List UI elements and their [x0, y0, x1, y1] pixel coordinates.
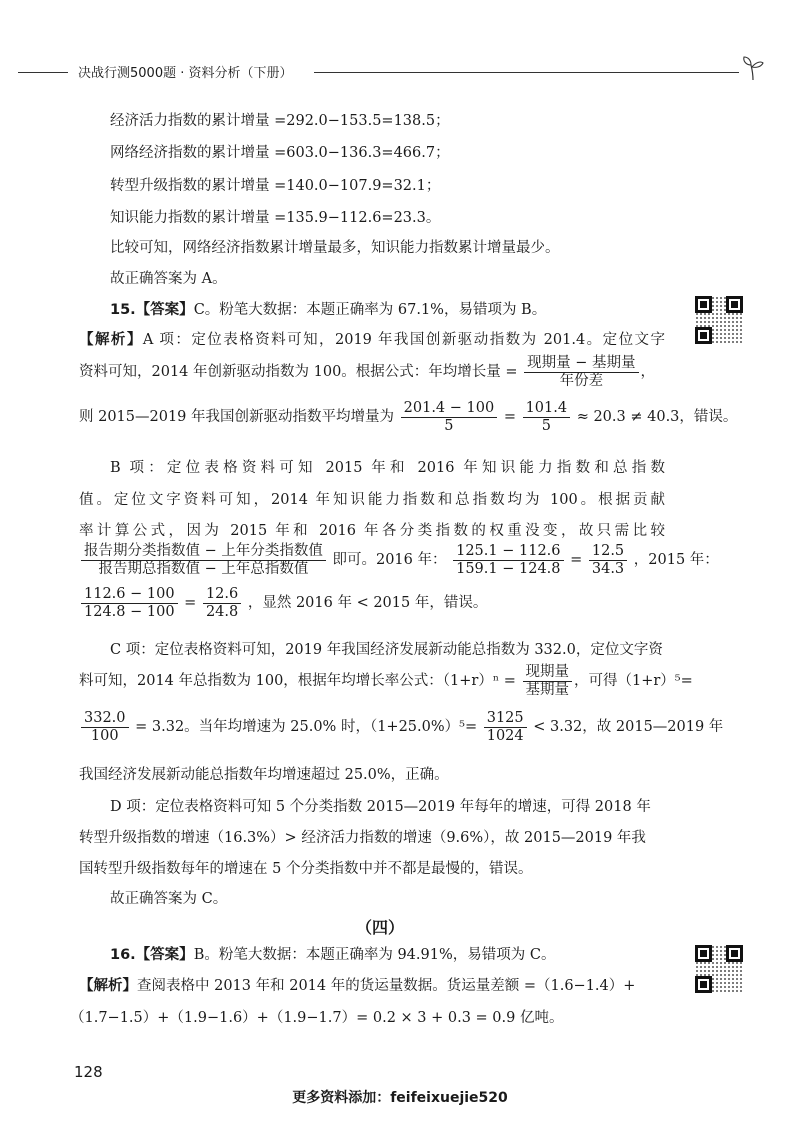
text-line: D 项：定位表格资料可知 5 个分类指数 2015—2019 年每年的增速，可得 2018 年 — [110, 799, 651, 815]
text-line: 经济活力指数的累计增量 =292.0−153.5=138.5； — [110, 113, 450, 129]
fraction-numerator: 112.6 − 100 — [81, 586, 178, 604]
fraction-denominator: 报告期总指数值 − 上年总指数值 — [98, 560, 309, 577]
answer-label: 15.【答案】 — [110, 302, 194, 318]
fraction-numerator: 3125 — [484, 710, 527, 728]
text-line: 网络经济指数的累计增量 =603.0−136.3=466.7； — [110, 145, 450, 161]
text-span: = — [503, 409, 516, 426]
fraction-denominator: 年份差 — [559, 372, 604, 389]
text-span: ，可得（1+r）⁵= — [574, 673, 693, 690]
text-line: 故正确答案为 A。 — [110, 271, 227, 287]
answer-16 — [110, 943, 555, 964]
fraction-denominator: 100 — [90, 727, 119, 744]
fraction — [81, 586, 178, 620]
fraction-denominator: 124.8 − 100 — [84, 603, 175, 620]
text-span: = — [570, 552, 583, 569]
formula-line — [79, 400, 737, 434]
text-line: B 项：定位表格资料可知 2015 年和 2016 年知识能力指数和总指数 — [110, 460, 665, 476]
footer-note: 更多资料添加：feifeixuejie520 — [292, 1090, 508, 1106]
fraction-numerator: 332.0 — [81, 710, 129, 728]
text-span: 即可。2016 年： — [332, 552, 447, 569]
fraction — [523, 400, 571, 434]
text-span: ≈ 20.3 ≠ 40.3，错误。 — [576, 409, 738, 426]
analysis-line — [79, 974, 635, 995]
analysis-text: A 项：定位表格资料可知，2019 年我国创新驱动指数为 201.4。定位文字 — [142, 332, 665, 348]
fraction-numerator: 现期量 — [523, 664, 573, 682]
sprout-icon — [742, 55, 764, 81]
fraction-numerator: 201.4 − 100 — [401, 400, 498, 418]
text-span: = — [184, 595, 197, 612]
section-heading: （四） — [355, 918, 404, 937]
answer-15 — [110, 298, 546, 319]
formula-line — [79, 355, 655, 389]
qr-code-icon[interactable] — [695, 296, 743, 344]
text-line: 知识能力指数的累计增量 =135.9−112.6=23.3。 — [110, 210, 441, 226]
fraction-denominator: 基期量 — [525, 681, 569, 698]
fraction-numerator: 101.4 — [523, 400, 571, 418]
analysis-label: 【解析】 — [79, 332, 143, 348]
fraction-denominator: 34.3 — [591, 560, 625, 577]
fraction-numerator: 125.1 − 112.6 — [453, 543, 563, 561]
text-line: 转型升级指数的累计增量 =140.0−107.9=32.1； — [110, 178, 441, 194]
answer-text: C。粉笔大数据：本题正确率为 67.1%，易错项为 B。 — [193, 302, 547, 318]
header-rule-right — [314, 72, 739, 73]
fraction-numerator: 现期量 − 基期量 — [524, 355, 638, 373]
fraction-denominator: 159.1 − 124.8 — [456, 560, 561, 577]
text-line: 比较可知，网络经济指数累计增量最多，知识能力指数累计增量最少。 — [110, 240, 560, 256]
answer-text: B。粉笔大数据：本题正确率为 94.91%，易错项为 C。 — [193, 947, 556, 963]
analysis-line — [79, 328, 665, 349]
formula-line — [79, 543, 719, 577]
fraction-denominator: 24.8 — [205, 603, 239, 620]
page-number: 128 — [74, 1063, 103, 1081]
text-span: 则 2015—2019 年我国创新驱动指数平均增量为 — [79, 409, 395, 426]
text-span: ，2015 年： — [633, 552, 719, 569]
book-title: 决战行测5000题 · 资料分析（下册） — [78, 66, 293, 81]
running-header — [18, 54, 762, 88]
text-span: 资料可知，2014 年创新驱动指数为 100。根据公式：年均增长量 = — [79, 364, 518, 381]
text-line: 故正确答案为 C。 — [110, 891, 228, 907]
text-line: 国转型升级指数每年的增速在 5 个分类指数中并不都是最慢的，错误。 — [79, 861, 533, 877]
text-line: 我国经济发展新动能总指数年均增速超过 25.0%，正确。 — [79, 767, 449, 783]
answer-label: 16.【答案】 — [110, 947, 194, 963]
formula-line — [79, 664, 693, 698]
text-line: 值。定位文字资料可知，2014 年知识能力指数和总指数均为 100。根据贡献 — [79, 492, 665, 508]
text-span: 料可知，2014 年总指数为 100，根据年均增长率公式：（1+r）ⁿ = — [79, 673, 516, 690]
header-rule-left — [18, 72, 68, 73]
text-span: < 3.32，故 2015—2019 年 — [533, 719, 724, 736]
fraction-denominator: 1024 — [486, 727, 524, 744]
text-line: 转型升级指数的增速（16.3%）> 经济活力指数的增速（9.6%），故 2015—2019 年我 — [79, 830, 646, 846]
text-span: ，显然 2016 年 < 2015 年，错误。 — [247, 595, 488, 612]
fraction — [484, 710, 527, 744]
fraction — [203, 586, 241, 620]
fraction-numerator: 12.6 — [203, 586, 241, 604]
text-line: C 项：定位表格资料可知，2019 年我国经济发展新动能总指数为 332.0，定位文字资 — [110, 642, 663, 658]
text-line: 率计算公式，因为 2015 年和 2016 年各分类指数的权重没变，故只需比较 — [79, 523, 665, 539]
fraction — [401, 400, 498, 434]
fraction — [523, 664, 573, 698]
fraction — [524, 355, 638, 389]
fraction — [81, 543, 326, 577]
fraction-denominator: 5 — [541, 417, 551, 434]
fraction-denominator: 5 — [444, 417, 454, 434]
fraction-numerator: 12.5 — [589, 543, 627, 561]
analysis-text: 查阅表格中 2013 年和 2014 年的货运量数据。货运量差额 =（1.6−1.4）+ — [137, 978, 636, 994]
fraction — [81, 710, 129, 744]
fraction — [453, 543, 563, 577]
text-span: = 3.32。当年均增速为 25.0% 时，（1+25.0%）⁵= — [135, 719, 478, 736]
text-line: （1.7−1.5）+（1.9−1.6）+（1.9−1.7）= 0.2 × 3 + 0.3 = 0.9 亿吨。 — [70, 1010, 564, 1026]
fraction-numerator: 报告期分类指数值 − 上年分类指数值 — [81, 543, 326, 561]
analysis-label: 【解析】 — [79, 978, 137, 994]
qr-code-icon[interactable] — [695, 945, 743, 993]
fraction — [589, 543, 627, 577]
text-span: ， — [640, 364, 656, 381]
formula-line — [79, 710, 723, 744]
formula-line — [79, 586, 487, 620]
